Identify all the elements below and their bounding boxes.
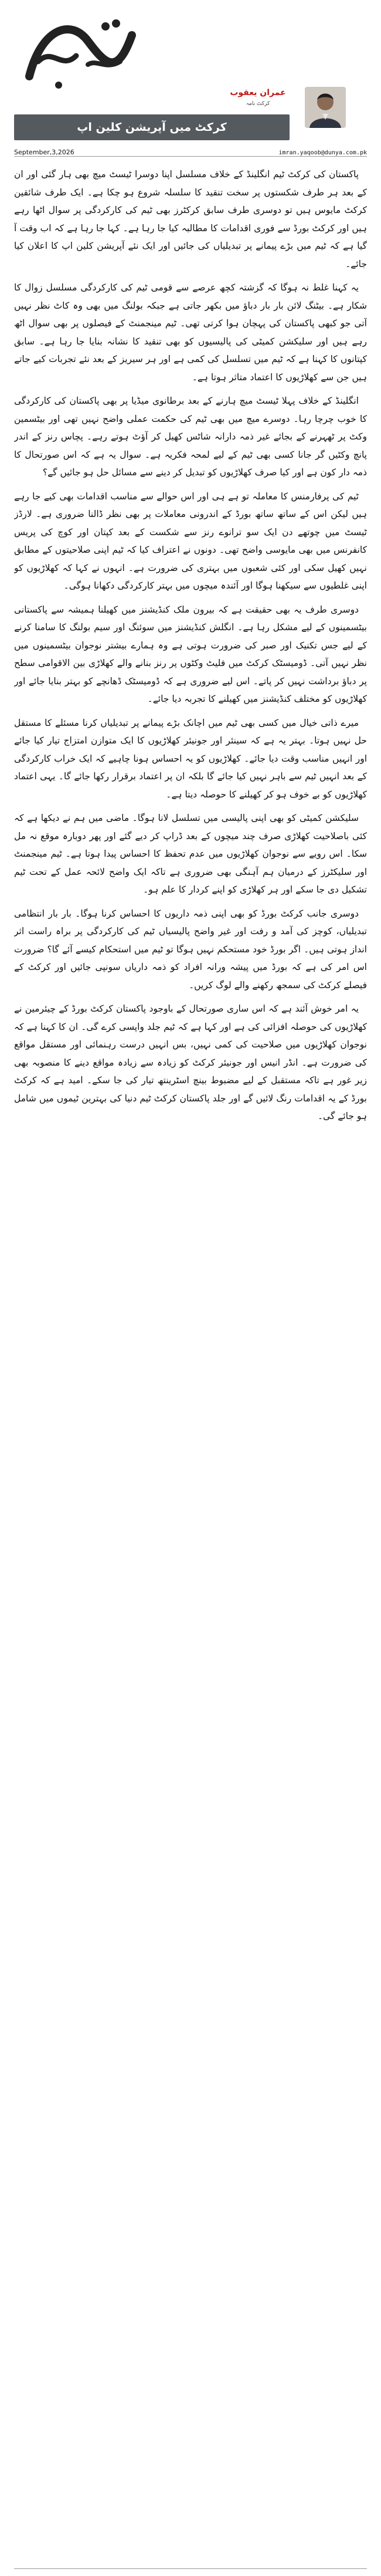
article-paragraph: سلیکشن کمیٹی کو بھی اپنی پالیسی میں تسلسل لانا ہوگا۔ ماضی میں ہم نے دیکھا ہے کہ کئی باصلاحیت کھلاڑی صرف چند میچوں کے بعد ڈراپ کر دیے گئے اور پھر دوبارہ موقع نہ مل سکا۔ اس رویے سے نوجوان کھلاڑیوں میں عدم تحفظ کا احساس پیدا ہوتا ہے۔ ٹیم مینجمنٹ اور سلیکٹرز کے درمیان ہم آہنگی بھی ضروری ہے تاکہ ایک واضح لائحہ عمل کے تحت ٹیم تشکیل دی جا سکے اور ہر کھلاڑی کو اپنے کردار کا علم ہو۔ [14, 813, 367, 895]
author-photo [305, 87, 346, 128]
logo-calligraphy-icon [18, 6, 141, 94]
article-paragraph: یہ امر خوش آئند ہے کہ اس ساری صورتحال کے باوجود پاکستان کرکٹ بورڈ کے چیئرمین نے کھلاڑیوں کی حوصلہ افزائی کی ہے اور کہا ہے کہ ٹیم جلد واپسی کرے گی۔ ان کا کہنا ہے کہ نوجوان کھلاڑیوں میں صلاحیت کی کمی نہیں، بس انہیں درست رہنمائی اور مستقل مواقع کی ضرورت ہے۔ انڈر انیس اور جونیئر کرکٹ کو زیادہ سے زیادہ مواقع دینے کا منصوبہ بھی زیر غور ہے تاکہ مستقبل کے لیے مضبوط بینچ اسٹرینتھ تیار کی جا سکے۔ امید ہے کہ کرکٹ بورڈ کے یہ اقدامات رنگ لائیں گے اور جلد پاکستان کرکٹ ٹیم دنیا کی بہترین ٹیموں میں شامل ہو جائے گی۔ [14, 1003, 367, 1121]
newspaper-logo [18, 6, 141, 94]
article-paragraph: پاکستان کی کرکٹ ٹیم انگلینڈ کے خلاف مسلسل اپنا دوسرا ٹیسٹ میچ بھی ہار گئی اور ان کے بعد ہر طرف شکستوں پر سخت تنقید کا سلسلہ شروع ہو چکا ہے۔ ایک طرف شائقین کرکٹ مایوس ہیں تو دوسری طرف سابق کرکٹرز بھی ٹیم کی کارکردگی پر سوال اٹھا رہے ہیں اور کرکٹ بورڈ سے فوری اقدامات کا مطالبہ کیا جا رہا ہے۔ کہا جا رہا ہے کہ اب وقت آ گیا ہے کہ ٹیم میں بڑے پیمانے پر تبدیلیاں کی جائیں اور ایک نئے آپریشن کلین اپ کا اعلان کیا جائے۔ [14, 169, 367, 269]
article-paragraph: یہ کہنا غلط نہ ہوگا کہ گزشتہ کچھ عرصے سے قومی ٹیم کی کارکردگی مسلسل زوال کا شکار ہے۔ بیٹنگ لائن بار بار دباؤ میں بکھر جاتی ہے جبکہ بولنگ میں بھی وہ کاٹ نظر نہیں آتی جو کبھی پاکستان کی پہچان ہوا کرتی تھی۔ ٹیم مینجمنٹ کے فیصلوں پر بھی سوال اٹھ رہے ہیں اور سلیکشن کمیٹی کی پالیسیوں کو بھی تنقید کا نشانہ بنایا جا رہا ہے۔ سابق کپتانوں کا کہنا ہے کہ ٹیم میں تسلسل کی کمی ہے اور ہر سیریز کے بعد نئے تجربات کیے جاتے ہیں جن سے کھلاڑیوں کا اعتماد متاثر ہوتا ہے۔ [14, 282, 367, 383]
column-header [0, 0, 381, 158]
article-paragraph: دوسری طرف یہ بھی حقیقت ہے کہ بیرون ملک کنڈیشنز میں کھیلنا ہمیشہ سے پاکستانی بیٹسمینوں کے لیے مشکل رہا ہے۔ انگلش کنڈیشنز میں سوئنگ اور سیم بولنگ کا سامنا کرنے کے لیے جس تکنیک اور صبر کی ضرورت ہوتی ہے وہ ہمارے بیشتر نوجوان بیٹسمینوں میں نظر نہیں آتی۔ ڈومیسٹک کرکٹ میں فلیٹ وکٹوں پر رنز بنانے والے کھلاڑی بین الاقوامی سطح پر دباؤ برداشت نہیں کر پاتے۔ اس لیے ضروری ہے کہ ڈومیسٹک ڈھانچے کو بہتر بنایا جائے اور کھلاڑیوں کو مختلف کنڈیشنز میں کھیلنے کا تجربہ دیا جائے۔ [14, 604, 367, 704]
column-name: کرکٹ نامہ [246, 101, 270, 107]
publish-date: September,3,2026 [14, 148, 74, 156]
article-body [14, 165, 367, 2565]
author-email: imran.yaqoob@dunya.com.pk [278, 150, 367, 156]
article-paragraph: دوسری جانب کرکٹ بورڈ کو بھی اپنی ذمہ داریوں کا احساس کرنا ہوگا۔ بار بار انتظامی تبدیلیاں، کوچز کی آمد و رفت اور غیر واضح پالیسیاں ٹیم کی کارکردگی پر براہ راست اثر انداز ہوتی ہیں۔ اگر بورڈ خود مستحکم نہیں ہوگا تو ٹیم میں استحکام کیسے آئے گا؟ ضرورت اس امر کی ہے کہ بورڈ میں پیشہ ورانہ افراد کو ذمہ داریاں سونپی جائیں اور کرکٹ کے فیصلے کرکٹ کی سمجھ رکھنے والے لوگ کریں۔ [14, 908, 367, 990]
article-title: کرکٹ میں آپریشن کلین اپ [14, 114, 290, 140]
article-paragraph: انگلینڈ کے خلاف پہلا ٹیسٹ میچ ہارنے کے بعد برطانوی میڈیا پر بھی پاکستان کی کارکردگی کا خوب چرچا رہا۔ دوسرے میچ میں بھی ٹیم کی حکمت عملی واضح نہیں تھی اور بیٹسمین وکٹ پر ٹھہرنے کے بجائے غیر ذمہ دارانہ شاٹس کھیل کر آؤٹ ہوتے رہے۔ پچاس رنز کے اندر پانچ وکٹیں گر جانا کسی بھی ٹیم کے لیے لمحہ فکریہ ہے۔ سوال یہ ہے کہ اس صورتحال کا ذمہ دار کون ہے اور کیا صرف کھلاڑیوں کو تبدیل کر دینے سے مسائل حل ہو جائیں گے؟ [14, 395, 367, 478]
article-paragraph: ٹیم کی پرفارمنس کا معاملہ تو ہے ہی اور اس حوالے سے مناسب اقدامات بھی کیے جا رہے ہیں لیکن اس کے ساتھ ساتھ بورڈ کے اندرونی معاملات پر بھی نظر ڈالنا ضروری ہے۔ لارڈز ٹیسٹ میں چوتھے دن ایک سو ترانوے رنز سے شکست کے بعد کپتان اور کوچ کی پریس کانفرنس میں بھی مایوسی واضح تھی۔ دونوں نے اعتراف کیا کہ ٹیم اپنی صلاحیتوں کے مطابق نہیں کھیل سکی اور کئی شعبوں میں بہتری کی ضرورت ہے۔ انہوں نے کہا کہ کھلاڑیوں کو اپنی غلطیوں سے سیکھنا ہوگا اور آئندہ میچوں میں بہتر کارکردگی دکھانا ہوگی۔ [14, 491, 367, 591]
article-paragraph: میرے ذاتی خیال میں کسی بھی ٹیم میں اچانک بڑے پیمانے پر تبدیلیاں کرنا مسئلے کا مستقل حل نہیں ہوتا۔ بہتر یہ ہے کہ سینئر اور جونیئر کھلاڑیوں کا ایک متوازن امتزاج تیار کیا جائے اور انہیں مناسب وقت دیا جائے۔ کھلاڑیوں کو یہ احساس ہونا چاہیے کہ ایک خراب کارکردگی کے بعد انہیں ٹیم سے باہر نہیں کیا جائے گا بلکہ ان پر اعتماد برقرار رکھا جائے گا۔ یہی اعتماد کھلاڑیوں کو بے خوف ہو کر کھیلنے کا حوصلہ دیتا ہے۔ [14, 717, 367, 800]
bottom-divider [14, 2568, 367, 2569]
author-name: عمران یعقوب [230, 88, 286, 97]
byline-row [14, 146, 367, 157]
